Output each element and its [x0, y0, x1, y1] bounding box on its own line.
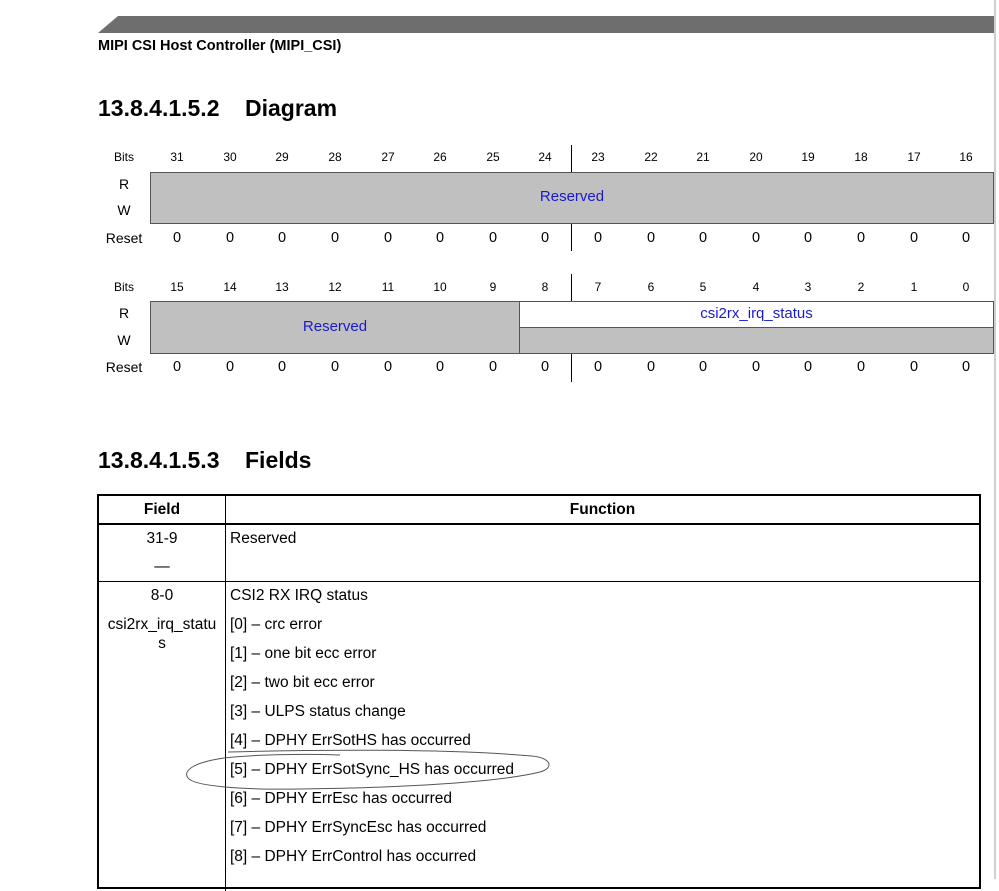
reset-value: 0 [698, 359, 708, 375]
field-name: csi2rx_irq_statu [107, 616, 217, 633]
bit-number: 20 [749, 150, 763, 164]
header-divider [99, 523, 979, 525]
bit-number: 18 [854, 150, 868, 164]
read-label-lower: R [118, 305, 130, 321]
field-bits: 31-9 [146, 530, 178, 547]
function-line: [1] – one bit ecc error [230, 645, 377, 662]
bits-label-upper: Bits [113, 150, 134, 164]
function-line: Reserved [230, 530, 297, 547]
reset-value: 0 [593, 359, 603, 375]
hand-drawn-highlight-ellipse [180, 748, 560, 794]
bit-number: 6 [647, 280, 655, 294]
bit-number: 2 [857, 280, 865, 294]
reset-label-upper: Reset [105, 230, 143, 246]
bit-number: 8 [541, 280, 549, 294]
field-bits: 8-0 [150, 587, 174, 604]
bit-number: 10 [433, 280, 447, 294]
bit-number: 4 [752, 280, 760, 294]
function-line: [7] – DPHY ErrSyncEsc has occurred [230, 819, 487, 836]
fields-section-title [98, 447, 311, 474]
reset-value: 0 [751, 230, 761, 246]
reset-value: 0 [593, 230, 603, 246]
row-divider [99, 581, 979, 582]
csi2rx-irq-status-label: csi2rx_irq_status [700, 305, 813, 322]
bit-number: 1 [910, 280, 918, 294]
bit-number: 29 [275, 150, 289, 164]
bit-number: 16 [959, 150, 973, 164]
write-label-lower: W [117, 332, 131, 348]
function-line: [6] – DPHY ErrEsc has occurred [230, 790, 452, 807]
bit-number: 12 [328, 280, 342, 294]
reset-value: 0 [803, 359, 813, 375]
reset-value: 0 [488, 230, 498, 246]
function-column-header: Function [569, 501, 636, 518]
reset-value: 0 [435, 230, 445, 246]
field-name-continued: s [158, 635, 166, 652]
reset-value: 0 [540, 230, 550, 246]
bit-number: 19 [801, 150, 815, 164]
reset-value: 0 [540, 359, 550, 375]
bit-number: 0 [962, 280, 970, 294]
function-line: CSI2 RX IRQ status [230, 587, 368, 604]
function-line: [8] – DPHY ErrControl has occurred [230, 848, 477, 865]
bit-number: 23 [591, 150, 605, 164]
halfword-divider [571, 224, 572, 251]
bit-number: 15 [170, 280, 184, 294]
reset-value: 0 [383, 359, 393, 375]
reset-value: 0 [751, 359, 761, 375]
diagram-section-number: 13.8.4.1.5.2 [98, 95, 220, 121]
reserved-label-upper: Reserved [539, 188, 605, 205]
bit-number: 27 [381, 150, 395, 164]
bit-number: 14 [223, 280, 237, 294]
reset-value: 0 [172, 230, 182, 246]
field-name: — [154, 558, 170, 575]
fields-section-number: 13.8.4.1.5.3 [98, 447, 220, 473]
bit-number: 5 [699, 280, 707, 294]
bit-number: 30 [223, 150, 237, 164]
function-line: [0] – crc error [230, 616, 323, 633]
bit-number: 17 [907, 150, 921, 164]
reset-label-lower: Reset [105, 359, 143, 375]
reset-value: 0 [646, 359, 656, 375]
reset-value: 0 [698, 230, 708, 246]
bit-number: 28 [328, 150, 342, 164]
bit-number: 22 [644, 150, 658, 164]
reset-value: 0 [277, 230, 287, 246]
bits-label-lower: Bits [113, 280, 134, 294]
read-label-upper: R [118, 176, 130, 192]
bit-number: 13 [275, 280, 289, 294]
reset-value: 0 [646, 230, 656, 246]
bit-number: 9 [489, 280, 497, 294]
bit-number: 26 [433, 150, 447, 164]
reset-value: 0 [961, 359, 971, 375]
function-line: [3] – ULPS status change [230, 703, 406, 720]
halfword-divider [571, 145, 572, 172]
reset-value: 0 [172, 359, 182, 375]
column-divider [225, 496, 226, 891]
document-header-title: MIPI CSI Host Controller (MIPI_CSI) [98, 38, 342, 54]
bit-number: 11 [381, 280, 395, 294]
reset-value: 0 [909, 230, 919, 246]
reset-value: 0 [330, 230, 340, 246]
bit-number: 3 [804, 280, 812, 294]
diagram-section-heading: Diagram [245, 95, 338, 121]
reset-value: 0 [435, 359, 445, 375]
csi2rx-irq-status-write-block [519, 327, 994, 354]
bit-number: 24 [538, 150, 552, 164]
reset-value: 0 [909, 359, 919, 375]
bit-number: 31 [170, 150, 184, 164]
function-line-highlighted: [5] – DPHY ErrSotSync_HS has occurred [230, 761, 515, 778]
reserved-label-lower: Reserved [302, 318, 368, 335]
halfword-divider [571, 354, 572, 382]
reset-value: 0 [488, 359, 498, 375]
reset-value: 0 [856, 359, 866, 375]
page-edge [994, 0, 996, 879]
reset-value: 0 [277, 359, 287, 375]
bit-number: 7 [594, 280, 602, 294]
fields-table [97, 494, 981, 889]
bit-number: 21 [696, 150, 710, 164]
diagram-section-title [98, 95, 337, 122]
reset-value: 0 [856, 230, 866, 246]
write-label-upper: W [117, 202, 131, 218]
fields-section-heading: Fields [245, 447, 312, 473]
bit-number: 25 [486, 150, 500, 164]
reset-value: 0 [225, 230, 235, 246]
reset-value: 0 [330, 359, 340, 375]
function-line: [4] – DPHY ErrSotHS has occurred [230, 732, 471, 749]
reset-value: 0 [225, 359, 235, 375]
header-bar [98, 16, 994, 33]
reset-value: 0 [961, 230, 971, 246]
halfword-divider [571, 274, 572, 301]
reset-value: 0 [383, 230, 393, 246]
function-line: [2] – two bit ecc error [230, 674, 375, 691]
reset-value: 0 [803, 230, 813, 246]
field-column-header: Field [143, 501, 181, 518]
